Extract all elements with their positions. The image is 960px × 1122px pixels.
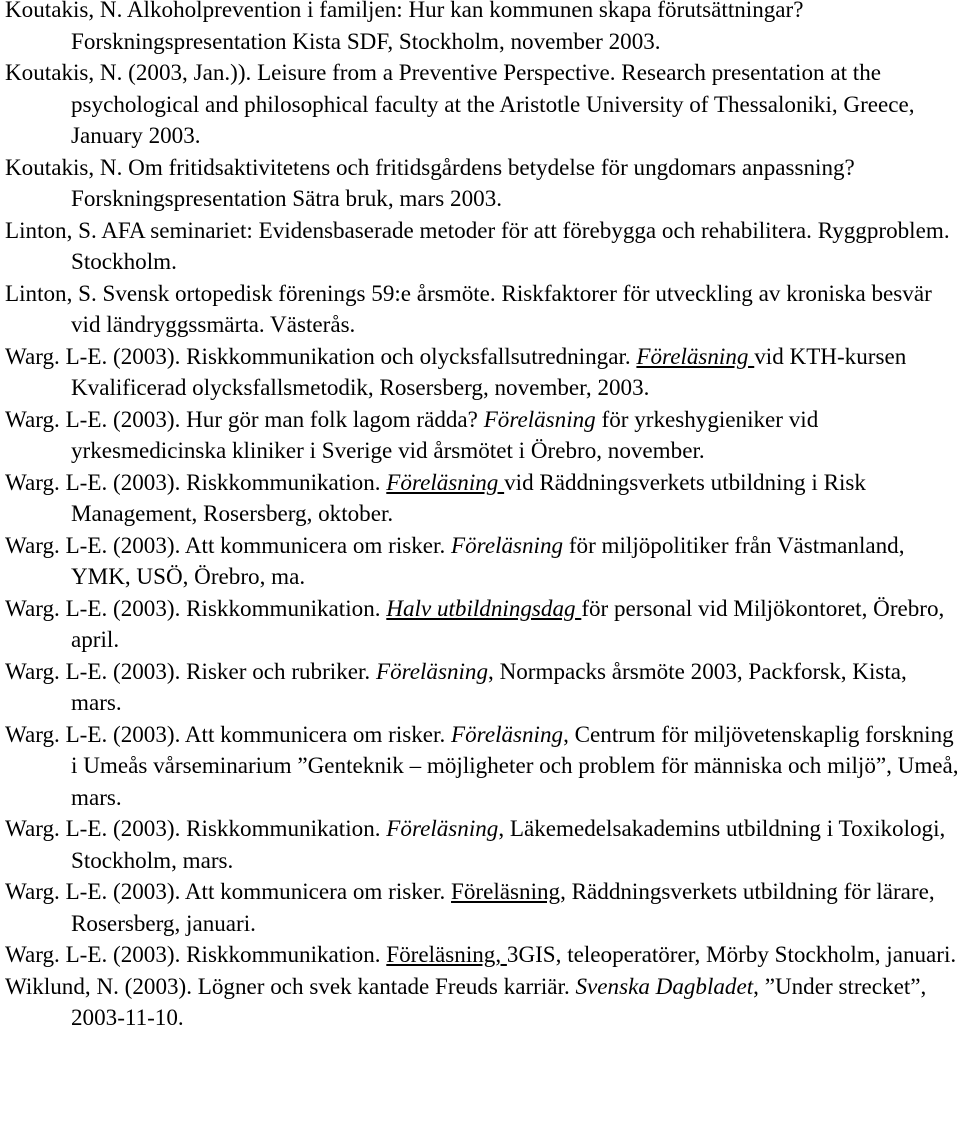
reference-emphasis: Föreläsning (483, 405, 596, 432)
reference-entry (0, 278, 960, 341)
reference-text: Warg. L-E. (2003). Att kommunicera om risker. (5, 720, 452, 747)
reference-text: , Normpacks årsmöte 2003, Packforsk, Kista, mars. (71, 657, 907, 715)
reference-entry (0, 341, 960, 404)
reference-entry (0, 939, 960, 971)
reference-text: för miljöpolitiker från Västmanland, YMK, USÖ, Örebro, ma. (71, 531, 905, 589)
reference-entry (0, 404, 960, 467)
reference-text: Warg. L-E. (2003). Riskkommunikation. (5, 815, 387, 841)
reference-text: Warg. L-E. (2003). Riskkommunikation. (5, 594, 387, 621)
reference-text: , Centrum för miljövetenskaplig forskning i Umeås vårseminarium ”Genteknik – möjligheter och problem för människa och miljö”, Umeå, mars. (71, 720, 959, 810)
reference-entry (0, 0, 960, 57)
reference-emphasis: Föreläsning (375, 657, 489, 684)
reference-entry (0, 57, 960, 152)
reference-text: Warg. L-E. (2003). Riskkommunikation. (5, 941, 387, 967)
reference-text: för personal vid Miljökontoret, Örebro, april. (71, 594, 945, 652)
reference-text: Warg. L-E. (2003). Riskkommunikation och olycksfallsutredningar. (5, 342, 637, 369)
reference-entry (0, 467, 960, 530)
reference-emphasis: Föreläsning, (386, 941, 507, 967)
reference-emphasis: Föreläsning (386, 468, 505, 495)
reference-text: , Läkemedelsakademins utbildning i Toxikologi, Stockholm, mars. (71, 815, 946, 873)
reference-text: Warg. L-E. (2003). Riskkommunikation. (5, 468, 387, 495)
reference-text: Warg. L-E. (2003). Att kommunicera om risker. (5, 531, 452, 558)
reference-text: Koutakis, N. (2003, Jan.)). Leisure from a Preventive Perspective. Research presentation at the psychological and philosophical faculty at the Aristotle University of Thessaloniki, Greece, January 2003. (5, 59, 915, 148)
reference-text: Koutakis, N. Alkoholprevention i familjen: Hur kan kommunen skapa förutsättningar? Forskningspresentation Kista SDF, Stockholm, november 2003. (5, 0, 804, 54)
reference-text: 3GIS, teleoperatörer, Mörby Stockholm, januari. (506, 941, 957, 967)
reference-text: Linton, S. Svensk ortopedisk förenings 59:e årsmöte. Riskfaktorer för utveckling av kroniska besvär vid ländryggssmärta. Västerås. (5, 279, 932, 337)
reference-entry (0, 152, 960, 215)
reference-emphasis: Föreläsning (451, 878, 561, 904)
reference-emphasis: Föreläsning (636, 342, 755, 369)
reference-text: , Räddningsverkets utbildning för lärare, Rosersberg, januari. (71, 878, 935, 936)
reference-text: Wiklund, N. (2003). Lögner och svek kantade Freuds karriär. (5, 972, 576, 999)
reference-emphasis: Halv utbildningsdag (386, 594, 582, 621)
reference-entry (0, 215, 960, 278)
reference-entry (0, 813, 960, 876)
reference-text: Warg. L-E. (2003). Hur gör man folk lagom rädda? (5, 405, 484, 432)
reference-entry (0, 593, 960, 656)
reference-text: , ”Under strecket”, 2003-11-10. (71, 972, 927, 1030)
reference-text: Warg. L-E. (2003). Att kommunicera om risker. (5, 878, 452, 904)
reference-emphasis: Föreläsning (451, 531, 564, 558)
reference-text: vid KTH-kursen Kvalificerad olycksfallsmetodik, Rosersberg, november, 2003. (71, 342, 907, 400)
reference-entry (0, 971, 960, 1034)
reference-entry (0, 530, 960, 593)
reference-entry (0, 876, 960, 939)
reference-emphasis: Svenska Dagbladet (575, 972, 754, 999)
reference-entry (0, 656, 960, 719)
reference-text: vid Räddningsverkets utbildning i Risk Management, Rosersberg, oktober. (71, 468, 866, 526)
reference-emphasis: Föreläsning (386, 815, 499, 841)
reference-text: Warg. L-E. (2003). Risker och rubriker. (5, 657, 376, 684)
reference-text: Linton, S. AFA seminariet: Evidensbaserade metoder för att förebygga och rehabilitera. Ryggproblem. Stockholm. (5, 216, 950, 274)
reference-entry (0, 719, 960, 814)
reference-text: för yrkeshygieniker vid yrkesmedicinska kliniker i Sverige vid årsmötet i Örebro, november. (71, 405, 819, 463)
reference-emphasis: Föreläsning (451, 720, 564, 747)
reference-text: Koutakis, N. Om fritidsaktivitetens och fritidsgårdens betydelse för ungdomars anpassning? Forskningspresentation Sätra bruk, mars 2003. (5, 153, 855, 211)
